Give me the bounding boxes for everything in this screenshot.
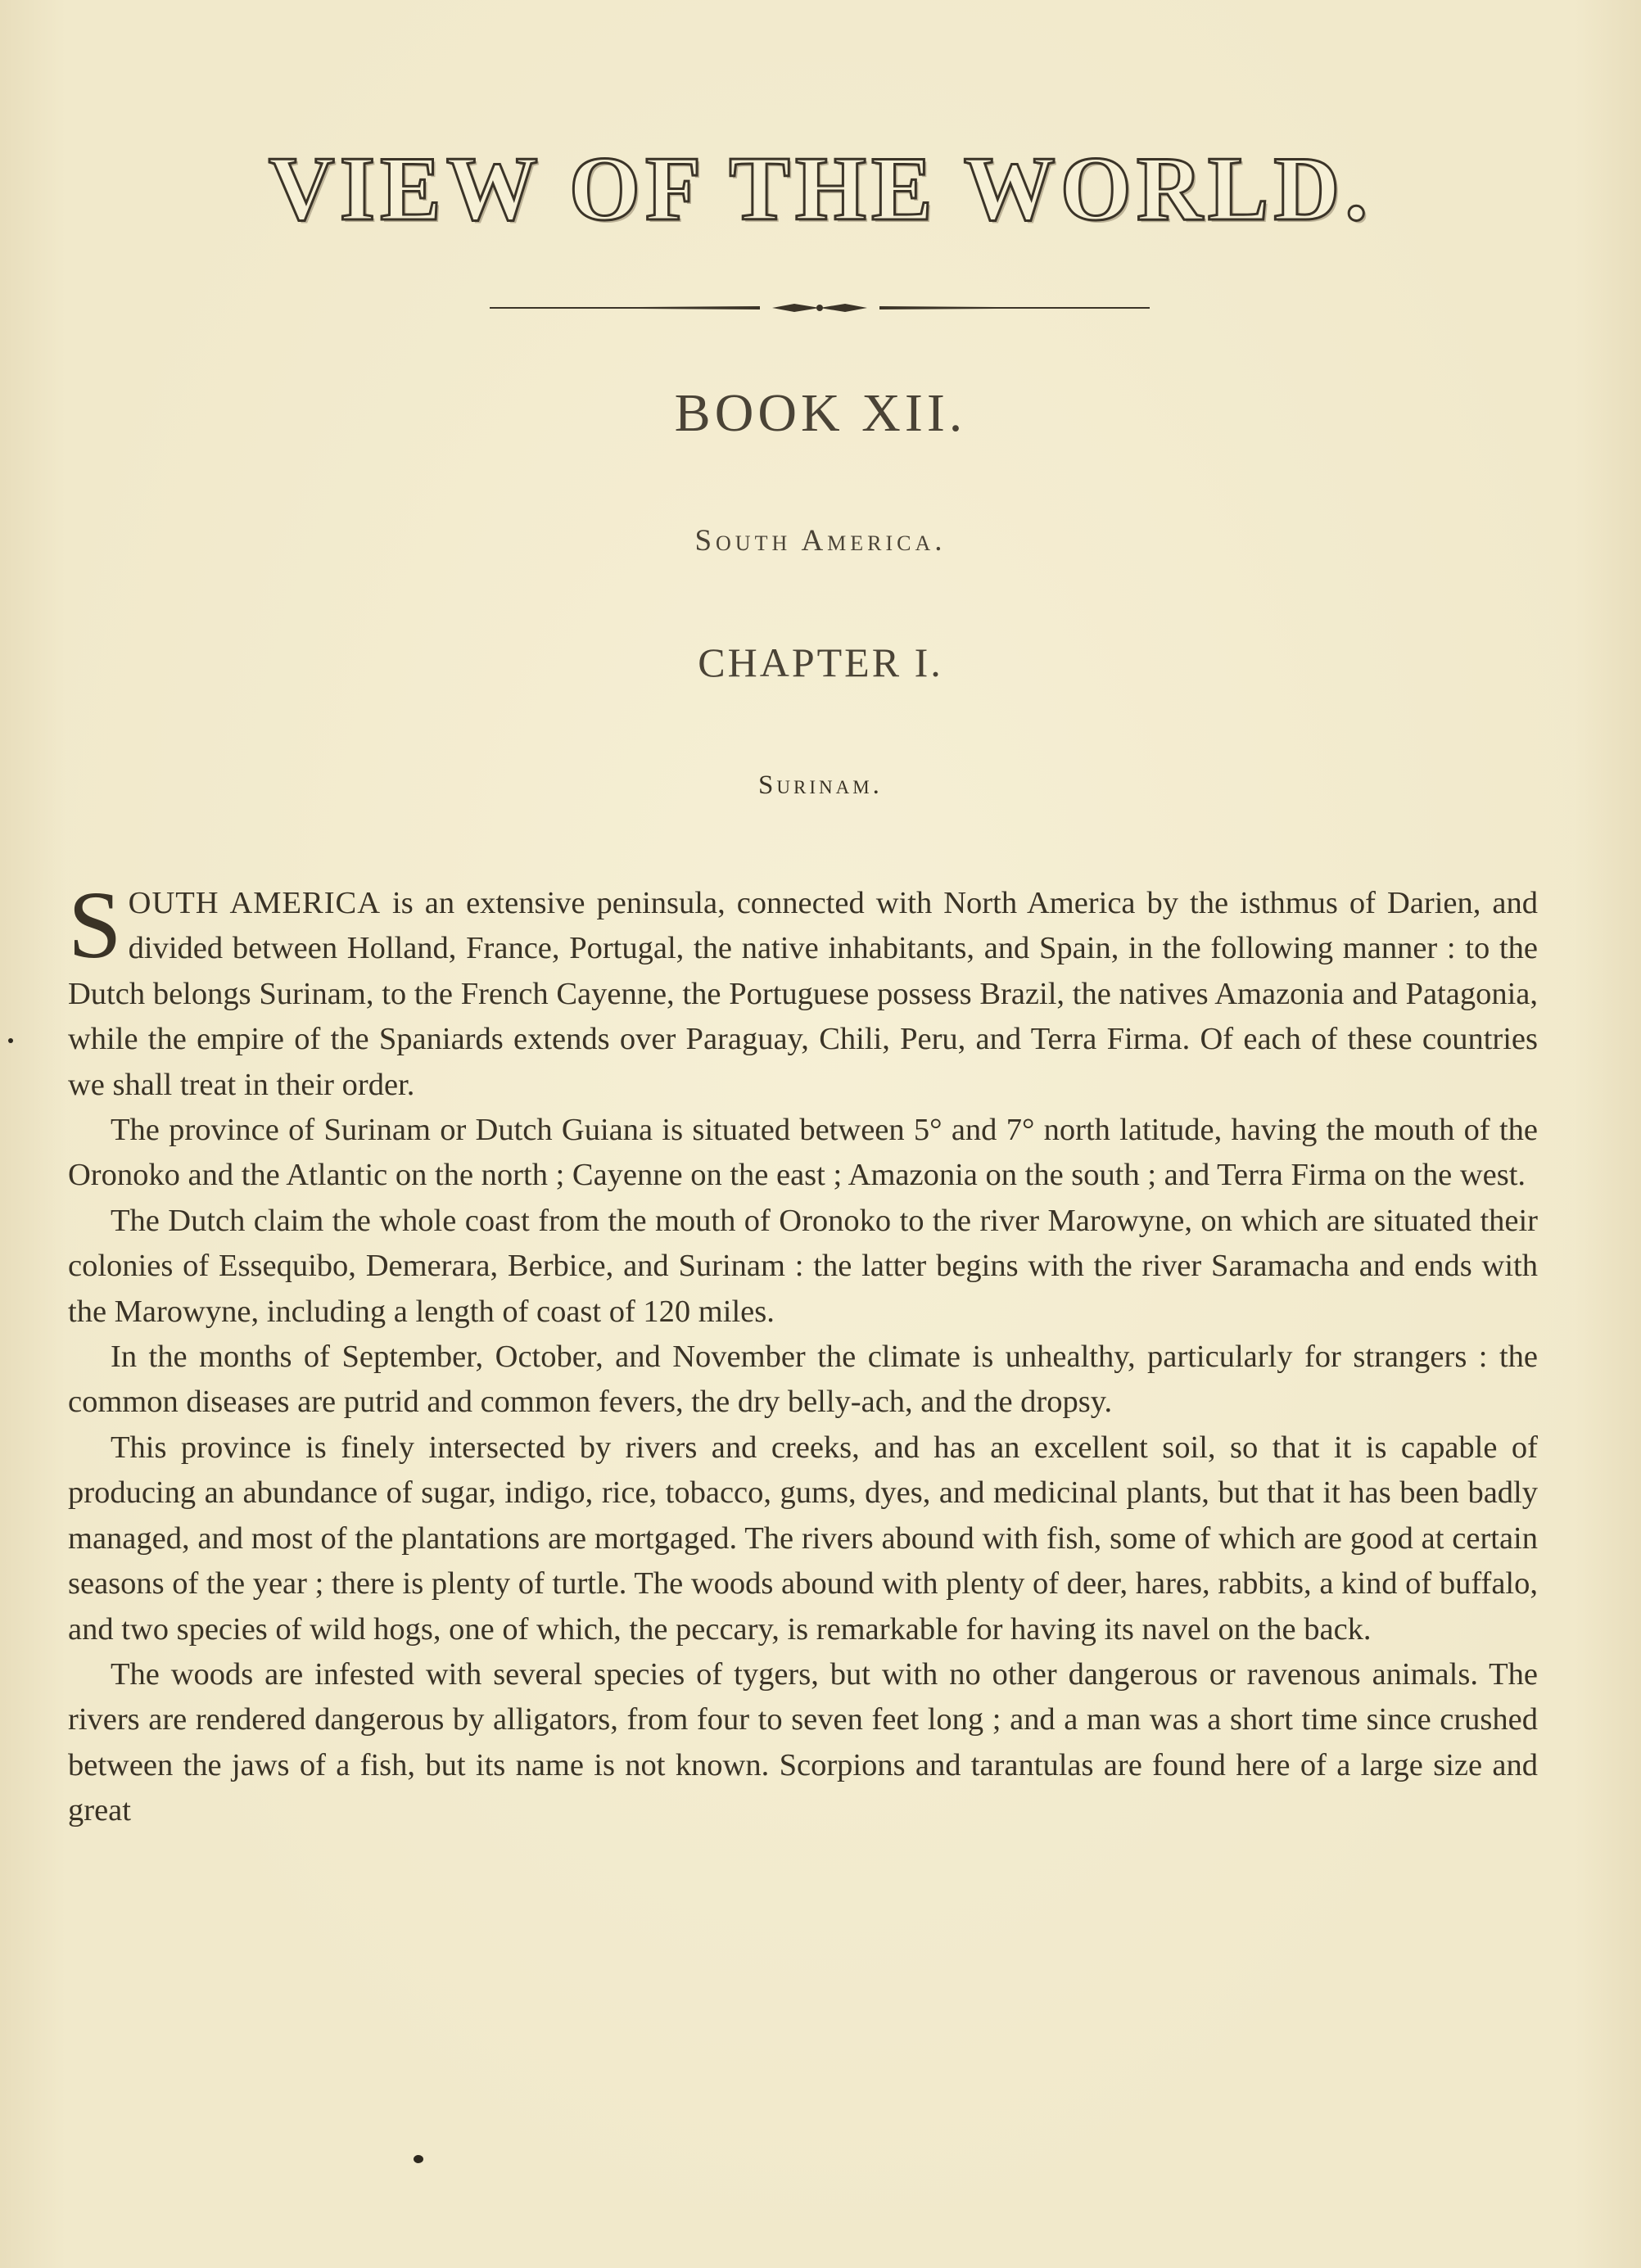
paragraph-text: is an extensive peninsula, connected with North America by the isthmus of Darien, and divided between Holland, France, Portugal, the native inhabitants, and Spain, in the following manner : to the Dutch belongs Surinam, to the French Cayenne, the Portuguese possess Brazil, the natives Amazonia and Patagonia, while the empire of the Spaniards extends over Paraguay, Chili, Peru, and Terra Firma. Of each of these countries we shall treat in their order.: [68, 886, 1539, 1102]
ornamental-rule: [490, 302, 1150, 314]
running-head: VIEW OF THE WORLD.: [268, 138, 1373, 240]
paragraph: This province is finely intersected by rivers and creeks, and has an excellent soil, so that it is capable of producing an abundance of sugar, indigo, rice, tobacco, gums, dyes, and medicinal plants, but that it has been badly managed, and most of the plantations are mortgaged. The rivers abound with fish, some of which are good at certain seasons of the year ; there is plenty of turtle. The woods abound with plenty of deer, hares, rabbits, a kind of buffalo, and two species of wild hogs, one of which, the peccary, is remarkable for having its navel on the back.: [68, 1430, 1538, 1647]
section-title: Surinam.: [758, 770, 883, 800]
paragraph: The woods are infested with several species of tygers, but with no other dangerous or ravenous animals. The rivers are rendered dangerous by alligators, from four to seven feet long ; and a man was a short time since crushed between the jaws of a fish, but its name is not known. Scorpions and tarantulas are found here of a large size and great: [68, 1656, 1538, 1828]
book-title: BOOK XII.: [674, 383, 967, 443]
opening-words: OUTH AMERICA: [128, 886, 382, 920]
paragraph: The Dutch claim the whole coast from the mouth of Oronoko to the river Marowyne, on which are situated their colonies of Essequibo, Demerara, Berbice, and Surinam : the latter begins with the river Saramacha and ends with the Marowyne, including a length of coast of 120 miles.: [68, 1203, 1538, 1329]
chapter-title: CHAPTER I.: [698, 639, 943, 685]
drop-cap: S: [68, 871, 122, 978]
part-title: South America.: [694, 524, 947, 558]
paragraph: In the months of September, October, and November the climate is unhealthy, particularly for strangers : the common diseases are putrid and common fevers, the dry belly-ach, and the dropsy.: [68, 1340, 1538, 1420]
paragraph: [68, 871, 1539, 1108]
paragraph: The province of Surinam or Dutch Guiana is situated between 5° and 7° north latitude, having the mouth of the Oronoko and the Atlantic on the north ; Cayenne on the east ; Amazonia on the south ; and Terra Firma on the west.: [68, 1113, 1538, 1193]
body-text: [68, 871, 1539, 1834]
